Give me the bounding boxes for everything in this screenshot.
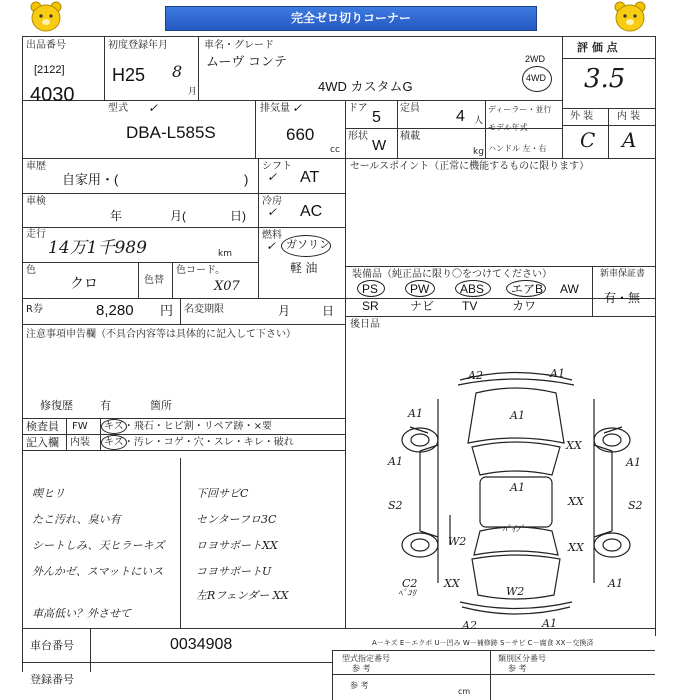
color-label: 色 xyxy=(26,265,36,276)
load-label: 積載 xyxy=(400,131,420,142)
capacity-value: 4 xyxy=(456,108,465,125)
capacity-unit: 人 xyxy=(474,116,484,126)
inspection-year: 年 xyxy=(110,209,123,223)
mileage-label: 走行 xyxy=(26,229,46,240)
model-ref-label: 型式指定番号 xyxy=(342,654,390,663)
displacement-label: 排気量 xyxy=(260,103,290,114)
displacement-unit: cc xyxy=(330,145,340,155)
model-ref-sub: 参 考 xyxy=(352,664,371,673)
note-6: センターフロ3C xyxy=(196,513,277,526)
color-value: クロ xyxy=(70,275,98,291)
mark-right-s2: S2 xyxy=(628,499,643,512)
inspection-label: 車検 xyxy=(26,196,46,207)
int-kizu-circle xyxy=(101,435,127,450)
displacement-value: 660 xyxy=(286,125,315,144)
ac-label: 冷房 xyxy=(262,196,282,207)
fw-kizu-circle xyxy=(101,419,127,434)
equip-navi: ナビ xyxy=(410,299,435,313)
note-10: 車高低い？外させて xyxy=(32,607,131,620)
repair-label: 修復歴 xyxy=(40,399,73,412)
fuel-label: 燃料 xyxy=(262,230,282,241)
drive-2wd: 2WD xyxy=(525,54,545,64)
repair-has: 有 xyxy=(100,399,111,412)
damage-legend: A－キズ E－エクボ U－凹み W－補修跡 S－サビ C－腐食 XX－交換済 xyxy=(372,639,594,647)
color-code-label: 色コード。 xyxy=(176,265,226,276)
sales-point-label: セールスポイント（正常に機能するものに限ります） xyxy=(350,161,590,172)
fuel-check: ✓ xyxy=(266,239,277,253)
lot-sub: [2122] xyxy=(34,64,65,76)
mark-rear-w2: W2 xyxy=(448,535,467,548)
doors-label: ドア xyxy=(348,103,368,114)
mark-bottom-right-a1: A1 xyxy=(608,577,623,590)
registration-label: 登録番号 xyxy=(30,673,74,686)
type-check: ✓ xyxy=(148,101,159,115)
shape-value: W xyxy=(372,137,387,154)
handle-label: ハンドル 左・右 xyxy=(488,144,547,153)
fuel-gas: ガソリン xyxy=(286,239,330,251)
category-ref-sub: 参 考 xyxy=(508,664,527,673)
name-change-label: 名変期限 xyxy=(184,304,224,315)
shape-label: 形状 xyxy=(348,131,368,142)
equip-airbag: エアB xyxy=(511,282,544,296)
color-change-label: 色替 xyxy=(144,275,164,286)
rating-label: 評 価 点 xyxy=(577,41,618,54)
mark-rear-a1: A1 xyxy=(542,617,557,630)
doors-value: 5 xyxy=(372,109,381,126)
mark-front-a1: A1 xyxy=(550,367,565,380)
reference-label: 参 考 xyxy=(350,681,369,690)
mark-left-a1: A1 xyxy=(408,407,423,420)
interior-grade: A xyxy=(622,128,637,152)
type-value: DBA-L585S xyxy=(126,123,216,142)
banner-title: 完全ゼロ切りコーナー xyxy=(165,6,537,31)
exterior-grade: C xyxy=(580,128,596,152)
usage-value: 自家用・( xyxy=(62,172,119,187)
equip-leather: カワ xyxy=(512,299,537,313)
first-reg-year: H25 xyxy=(112,65,146,85)
mark-right-rear-xx: XX xyxy=(568,541,584,554)
equip-abs: ABS xyxy=(460,282,485,296)
usage-label: 車歴 xyxy=(26,161,46,172)
equip-pw: PW xyxy=(410,282,430,296)
mark-front-a2: A2 xyxy=(468,369,483,382)
model-year-label: モデル年式 xyxy=(488,123,528,132)
inspector-label: 検査員 xyxy=(26,420,59,433)
name-change-month: 月 xyxy=(278,304,291,318)
exterior-label: 外 装 xyxy=(570,111,594,122)
displacement-check: ✓ xyxy=(292,101,303,115)
recycle-unit: 円 xyxy=(160,303,174,318)
model-label: 車名・グレード xyxy=(204,40,274,51)
mark-hood-a1: A1 xyxy=(510,409,525,422)
inspection-month: 月( xyxy=(170,209,186,223)
ac-value: AC xyxy=(300,203,323,220)
mark-left-s2: S2 xyxy=(388,499,403,512)
fw-label: FW xyxy=(72,421,88,432)
note-7: ロヨサポートXX xyxy=(196,539,278,552)
first-reg-month: 8 xyxy=(172,62,183,81)
rating-value: 3.5 xyxy=(584,64,626,94)
warranty-label: 新車保証書 xyxy=(600,269,646,279)
grade-name: 4WD カスタムG xyxy=(318,79,413,94)
month-unit: 月 xyxy=(188,87,198,97)
capacity-label: 定員 xyxy=(400,103,420,114)
category-ref-label: 類別区分番号 xyxy=(498,654,546,663)
usage-close: ) xyxy=(244,172,249,187)
shift-check: ✓ xyxy=(267,170,278,184)
dealer-label: ディーラー・並行 xyxy=(488,105,552,114)
mark-pipe: ﾊﾟｲﾌﾟ xyxy=(502,525,525,535)
lot-number: 4030 xyxy=(30,84,75,106)
mark-roof-a1: A1 xyxy=(510,481,525,494)
mark-bottom-w2: W2 xyxy=(506,585,525,598)
equip-ps: PS xyxy=(362,282,379,296)
inspection-day: 日) xyxy=(230,209,246,223)
mascot-left-icon xyxy=(28,0,64,34)
shift-label: シフト xyxy=(262,161,292,172)
recycle-label: R券 xyxy=(26,304,43,315)
inspector-entry-label: 記入欄 xyxy=(26,436,59,449)
load-unit: kg xyxy=(473,147,484,157)
note-2: たこ汚れ、臭い有 xyxy=(32,513,121,526)
color-code: X07 xyxy=(214,279,240,294)
mark-bottom-xx: XX xyxy=(444,577,460,590)
equip-tv: TV xyxy=(462,299,478,313)
mark-left-a1-b: A1 xyxy=(388,455,403,468)
mascot-right-icon xyxy=(612,0,648,34)
model-name: ムーヴ コンテ xyxy=(206,54,287,69)
shift-value: AT xyxy=(300,169,320,186)
notes-title: 注意事項申告欄（不具合内容等は具体的に記入して下さい） xyxy=(26,329,296,340)
equipment-label: 装備品（純正品に限り〇をつけてください） xyxy=(352,269,552,280)
note-4: 外んかゼ、スマットにいス xyxy=(32,565,164,578)
note-9: 左Rフェンダー XX xyxy=(196,589,289,602)
mark-bottom-c2: C2 xyxy=(402,577,418,590)
mileage-value: 14万1千989 xyxy=(48,238,147,258)
note-5: 下回サビC xyxy=(196,487,249,500)
mark-left-fender-xx: XX xyxy=(566,439,582,452)
mark-right-xx: XX xyxy=(568,495,584,508)
first-reg-label: 初度登録年月 xyxy=(108,40,168,51)
note-8: コヨサポートU xyxy=(196,565,272,578)
note-1: 喫ヒリ xyxy=(32,487,65,500)
repair-points: 箇所 xyxy=(150,399,172,412)
fuel-diesel: 軽 油 xyxy=(290,261,318,275)
note-3: シートしみ、天ヒラーキズ xyxy=(32,539,165,552)
equip-aw: AW xyxy=(560,282,579,296)
mark-rear-a2: A2 xyxy=(462,619,477,632)
warranty-value: 有・無 xyxy=(604,291,641,305)
chassis-label: 車台番号 xyxy=(30,639,74,652)
aftermarket-label: 後日品 xyxy=(350,319,380,330)
name-change-day: 日 xyxy=(322,304,335,318)
cm-unit: cm xyxy=(458,687,471,696)
recycle-value: 8,280 xyxy=(96,302,134,319)
drive-4wd: 4WD xyxy=(526,73,546,83)
interior-label: 内 装 xyxy=(617,111,641,122)
ac-check: ✓ xyxy=(267,205,278,219)
lot-label: 出品番号 xyxy=(26,40,66,51)
mileage-unit: km xyxy=(218,249,232,259)
fw-items: キズ・飛石・ヒビ割・リペア跡・×要 xyxy=(104,421,272,432)
interior-items-label: 内装 xyxy=(70,437,90,448)
chassis-value: 0034908 xyxy=(170,636,233,653)
mark-left-note: ﾍﾟｺﾘ xyxy=(398,589,417,599)
type-label: 型式 xyxy=(108,103,128,114)
equip-sr: SR xyxy=(362,299,379,313)
mark-right-a1: A1 xyxy=(626,456,641,469)
interior-items: キズ・汚レ・コゲ・穴・スレ・キレ・破れ xyxy=(104,437,294,448)
